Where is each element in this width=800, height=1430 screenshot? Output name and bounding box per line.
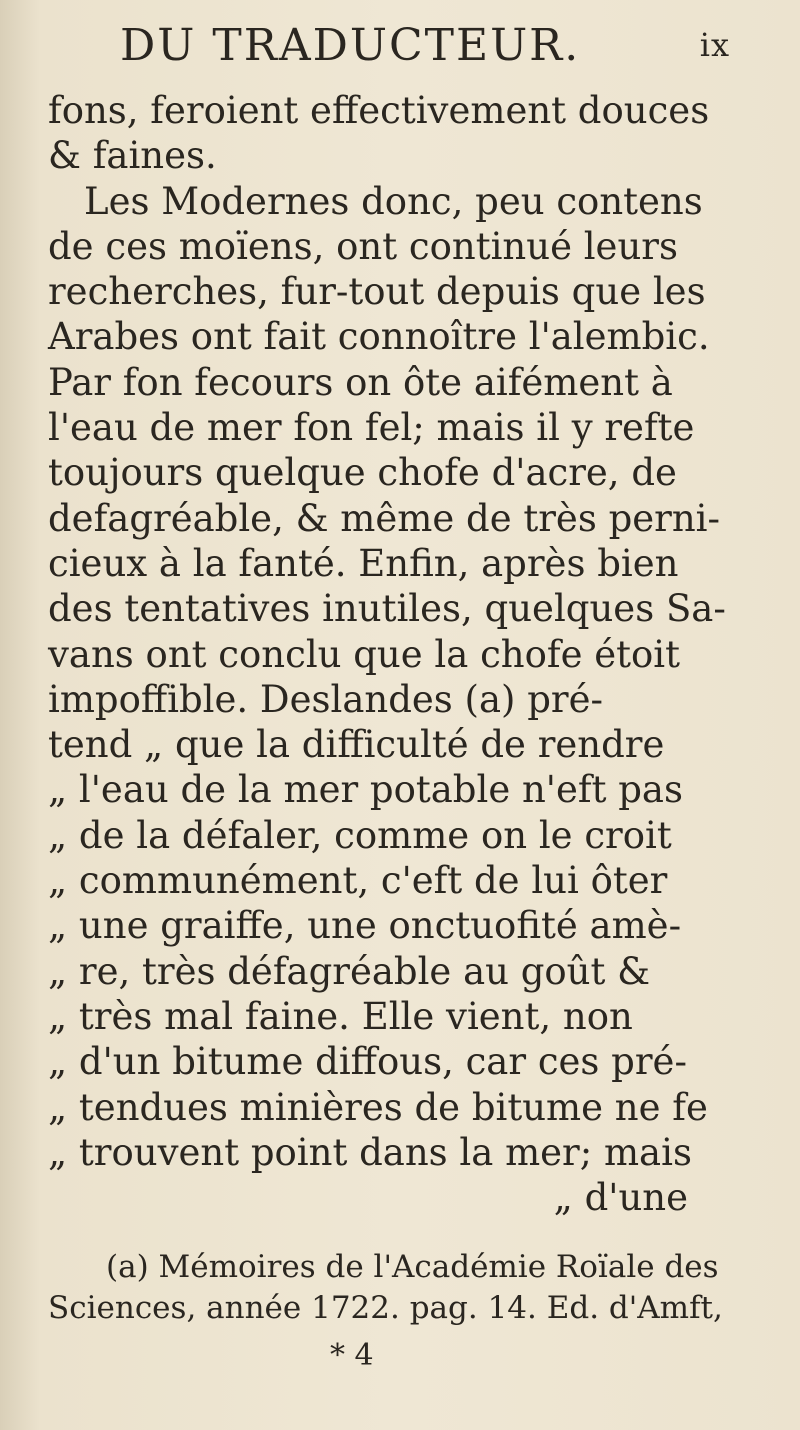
text-line: Arabes ont fait connoître l'alembic. (48, 315, 710, 359)
text-line: fons, feroient effectivement douces (48, 89, 710, 132)
signature-mark: * 4 (330, 1338, 374, 1373)
footnote-line: Sciences, année 1722. pag. 14. Ed. d'Amft, (48, 1290, 723, 1326)
text-line: toujours quelque chofe d'acre, de (48, 451, 677, 495)
text-line: vans ont conclu que la chofe étoit (48, 632, 680, 676)
page-number: ix (699, 26, 730, 64)
text-line: tend „ que la difficulté de rendre (48, 723, 665, 767)
text-line: Les Modernes donc, peu contens (84, 179, 703, 223)
body-text (48, 88, 748, 1220)
text-line: impoffible. Deslandes (a) pré- (48, 677, 603, 721)
text-line: l'eau de mer fon fel; mais il y refte (48, 406, 695, 450)
text-line: „ communément, c'eft de lui ôter (48, 859, 668, 903)
text-line: Par fon fecours on ôte aifément à (48, 360, 673, 404)
text-line: „ tendues minières de bitume ne fe (48, 1085, 708, 1129)
catchword: „ d'une (553, 1176, 688, 1220)
text-line: recherches, fur-tout depuis que les (48, 270, 706, 314)
text-line: „ d'un bitume diffous, car ces pré- (48, 1040, 687, 1084)
running-header (120, 20, 730, 71)
text-line: „ très mal faine. Elle vient, non (48, 994, 633, 1038)
text-line: & faines. (48, 134, 217, 178)
text-line: „ de la défaler, comme on le croit (48, 813, 672, 857)
text-line: „ re, très défagréable au goût & (48, 949, 651, 993)
footnote-line: (a) Mémoires de l'Académie Roïale des (106, 1249, 719, 1285)
text-line: defagréable, & même de très perni- (48, 496, 720, 540)
running-head-title: DU TRADUCTEUR. (120, 20, 581, 71)
text-line: cieux à la fanté. Enfin, après bien (48, 541, 679, 585)
footnote (48, 1247, 758, 1329)
text-line: „ l'eau de la mer potable n'eft pas (48, 768, 683, 812)
text-line: de ces moïens, ont continué leurs (48, 224, 678, 268)
text-line: „ une graiffe, une onctuofité amè- (48, 904, 682, 948)
text-line: des tentatives inutiles, quelques Sa- (48, 587, 726, 631)
text-line: „ trouvent point dans la mer; mais (48, 1130, 692, 1174)
